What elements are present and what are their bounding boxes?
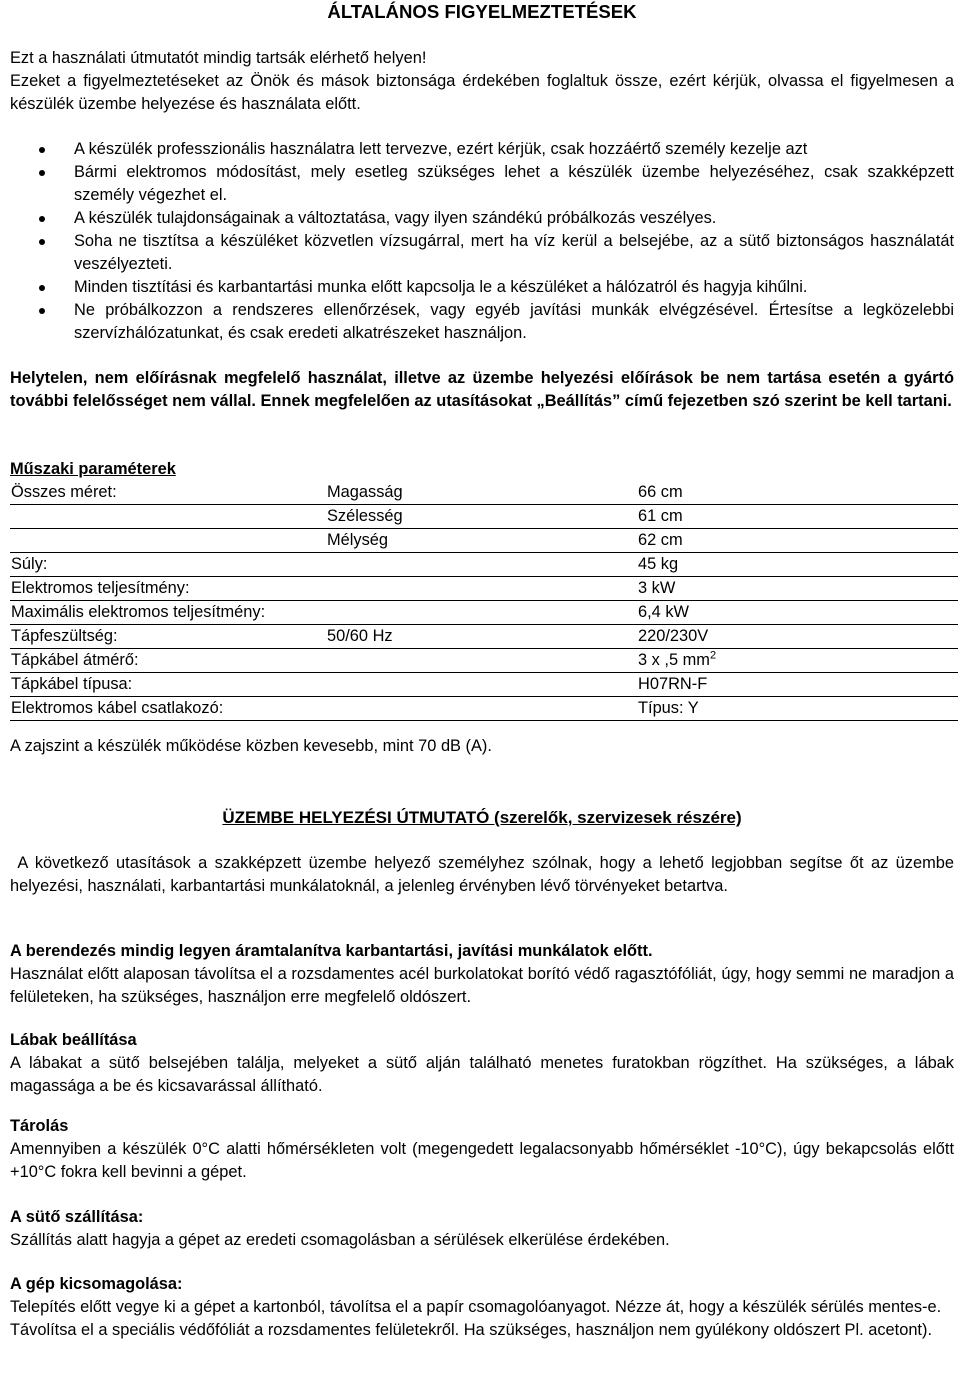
bullet-icon <box>39 147 45 153</box>
unpack-text-1: Telepítés előtt vegye ki a gépet a kartonból, távolítsa el a papír csomagolóanyagot. Nézze át, hogy a készülék sérülés mentes-e. <box>10 1298 942 1316</box>
spec-label: Elektromos teljesítmény: <box>10 577 326 601</box>
list-item: A készülék tulajdonságainak a változtatása, vagy ilyen szándékú próbálkozás veszélyes. <box>10 207 954 230</box>
power-text: Használat előtt alaposan távolítsa el a rozsdamentes acél burkolatokat borító védő ragasztófóliát, úgy, hogy semmi ne maradjon a felületeken, ha szükséges, használjon erre megfelelő oldószert. <box>10 965 954 1006</box>
table-row <box>10 697 958 721</box>
legs-section <box>10 1029 954 1098</box>
legs-title: Lábak beállítása <box>10 1031 137 1049</box>
spec-sub: Magasság <box>326 481 637 505</box>
transport-title: A sütő szállítása: <box>10 1208 144 1226</box>
spec-sub: Mélység <box>326 529 637 553</box>
transport-text: Szállítás alatt hagyja a gépet az eredeti csomagolásban a sérülések elkerülése érdekében. <box>10 1231 670 1249</box>
spec-sub <box>326 649 637 673</box>
list-item: Soha ne tisztítsa a készüléket közvetlen vízsugárral, mert ha víz kerül a belsejébe, az a sütő biztonságos használatát veszélyezteti. <box>10 230 954 276</box>
liability-text: Helytelen, nem előírásnak megfelelő használat, illetve az üzembe helyezési előírások be nem tartása esetén a gyártó további felelősséget nem vállal. Ennek megfelelően az utasításokat „Beállítás” című fejezetben szó szerint be kell tartani. <box>10 369 954 410</box>
spec-value: 220/230V <box>637 625 958 649</box>
list-item: A készülék professzionális használatra lett tervezve, ezért kérjük, csak hozzáértő személy kezelje azt <box>10 138 954 161</box>
bullet-icon <box>39 216 45 222</box>
bullet-icon <box>39 239 45 245</box>
legs-text: A lábakat a sütő belsejében találja, melyeket a sütő alján található menetes furatokban rögzíthet. Ha szükséges, a lábak magassága a be és kicsavarással állítható. <box>10 1054 954 1095</box>
spec-value: Típus: Y <box>637 697 958 721</box>
spec-sub <box>326 577 637 601</box>
storage-section <box>10 1115 954 1184</box>
header <box>10 0 954 23</box>
superscript: 2 <box>709 649 717 662</box>
warnings-list-container <box>10 138 954 345</box>
spec-label: Tápkábel típusa: <box>10 673 326 697</box>
spec-value: 3 x ,5 $mm^2$ <box>637 649 958 673</box>
spec-sub <box>326 553 637 577</box>
intro-line-1: Ezt a használati útmutatót mindig tartsák elérhető helyen! <box>10 49 427 67</box>
specs-heading: Műszaki paraméterek <box>10 460 176 478</box>
intro-section <box>10 47 954 116</box>
specs-table <box>10 481 958 721</box>
spec-value: H07RN-F <box>637 673 958 697</box>
unpack-text-2: Távolítsa el a speciális védőfóliát a rozsdamentes felületekről. Ha szükséges, használjon nem gyúlékony oldószert Pl. acetont). <box>10 1321 932 1339</box>
install-heading: ÜZEMBE HELYEZÉSI ÚTMUTATÓ (szerelők, szervizesek részére) <box>222 808 742 827</box>
spec-label: Elektromos kábel csatlakozó: <box>10 697 326 721</box>
liability-notice <box>10 367 954 413</box>
spec-sub: 50/60 Hz <box>326 625 637 649</box>
spec-label: Súly: <box>10 553 326 577</box>
spec-sub <box>326 673 637 697</box>
power-section <box>10 940 954 1009</box>
intro-line-2: Ezeket a figyelmeztetéseket az Önök és mások biztonsága érdekében foglaltuk össze, ezért kérjük, olvassa el figyelmesen a készülék üzembe helyezése és használata előtt. <box>10 72 954 113</box>
list-item: Bármi elektromos módosítást, mely esetleg szükséges lehet a készülék üzembe helyezéséhez, csak szakképzett személy végezhet el. <box>10 161 954 207</box>
spec-label <box>10 505 326 529</box>
storage-text: Amennyiben a készülék 0°C alatti hőmérsékleten volt (megengedett legalacsonyabb hőmérséklet -10°C), úgy bekapcsolás előtt +10°C fokra kell bevinni a gépet. <box>10 1140 954 1181</box>
install-intro-text: A következő utasítások a szakképzett üzembe helyező személyhez szólnak, hogy a lehető legjobban segítse őt az üzembe helyezési, használati, karbantartási munkálatoknál, a jelenleg érvényben lévő törvényeket betartva. <box>10 854 959 895</box>
spec-value: 62 cm <box>637 529 958 553</box>
bullet-icon <box>39 170 45 176</box>
table-row <box>10 577 958 601</box>
spec-value: 61 cm <box>637 505 958 529</box>
specs-table-container <box>10 481 958 721</box>
table-row <box>10 481 958 505</box>
noise-note <box>10 735 954 758</box>
spec-label <box>10 529 326 553</box>
unpack-section <box>10 1273 954 1342</box>
spec-sub <box>326 601 637 625</box>
spec-value: 45 kg <box>637 553 958 577</box>
list-item: Minden tisztítási és karbantartási munka előtt kapcsolja le a készüléket a hálózatról és hagyja kihűlni. <box>10 276 954 299</box>
install-intro <box>10 852 959 898</box>
spec-value: 66 cm <box>637 481 958 505</box>
spec-label: Összes méret: <box>10 481 326 505</box>
spec-value: 3 kW <box>637 577 958 601</box>
spec-sub <box>326 697 637 721</box>
table-row <box>10 529 958 553</box>
power-warning: A berendezés mindig legyen áramtalanítva karbantartási, javítási munkálatok előtt. <box>10 942 653 960</box>
spec-label: Tápkábel átmérő: <box>10 649 326 673</box>
bullet-icon <box>39 285 45 291</box>
unpack-title: A gép kicsomagolása: <box>10 1275 183 1293</box>
spec-sub: Szélesség <box>326 505 637 529</box>
spec-label: Maximális elektromos teljesítmény: <box>10 601 326 625</box>
bullet-icon <box>39 308 45 314</box>
noise-text: A zajszint a készülék működése közben kevesebb, mint 70 dB (A). <box>10 737 492 755</box>
storage-title: Tárolás <box>10 1117 69 1135</box>
install-heading-wrap <box>10 806 954 829</box>
table-row <box>10 649 958 673</box>
spec-label: Tápfeszültség: <box>10 625 326 649</box>
warnings-list <box>10 138 954 345</box>
transport-section <box>10 1206 954 1252</box>
table-row <box>10 601 958 625</box>
list-item: Ne próbálkozzon a rendszeres ellenőrzések, vagy egyéb javítási munkák elvégzésével. Értesítse a legközelebbi szervízhálózatunkat, és csak eredeti alkatrészeket használjon. <box>10 299 954 345</box>
table-row <box>10 625 958 649</box>
spec-value: 6,4 kW <box>637 601 958 625</box>
table-row <box>10 673 958 697</box>
specs-section <box>10 458 954 481</box>
page-title: ÁLTALÁNOS FIGYELMEZTETÉSEK <box>327 1 637 22</box>
table-row <box>10 553 958 577</box>
table-row <box>10 505 958 529</box>
